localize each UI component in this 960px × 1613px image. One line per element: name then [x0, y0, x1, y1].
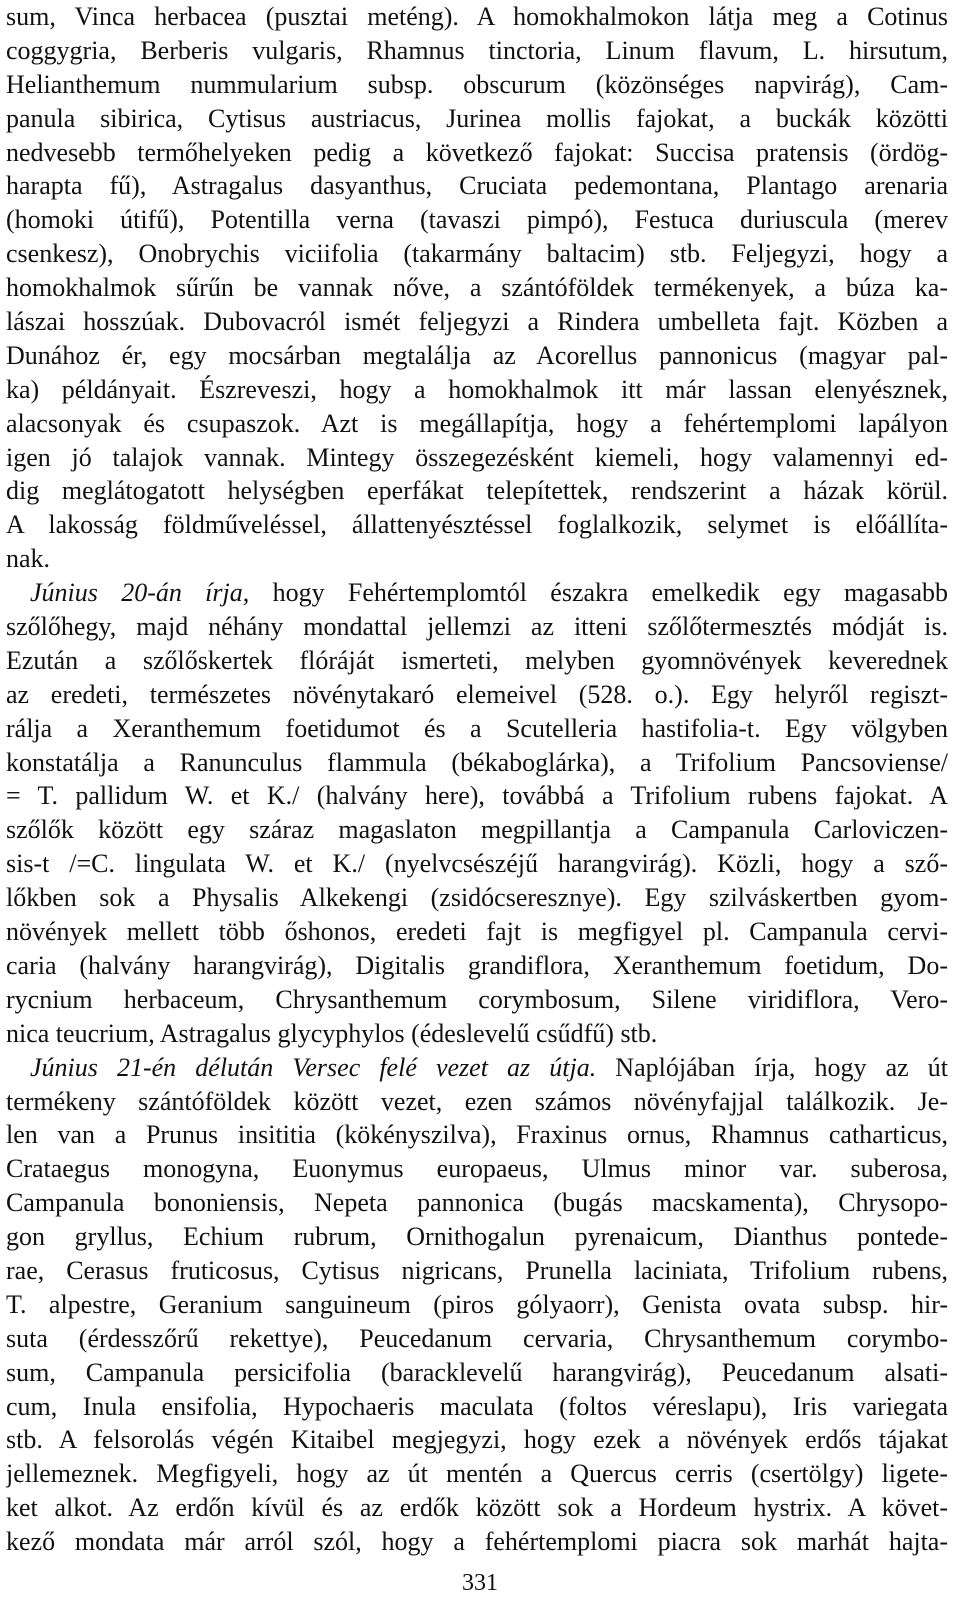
- text-line: [6, 339, 948, 373]
- text-line: [6, 542, 948, 576]
- text-line: [6, 1017, 948, 1051]
- body-text: [6, 0, 948, 1559]
- text-run: hogy Fehértemplomtól északra emelkedik egy magasabb: [249, 578, 948, 608]
- text-run: = T. pallidum W. et K./ (halvány here), továbbá a Trifolium rubens fajokat. A: [6, 781, 948, 811]
- text-run: panula sibirica, Cytisus austriacus, Jurinea mollis fajokat, a buckák közötti: [6, 103, 948, 133]
- text-run: nak.: [6, 544, 51, 574]
- text-line: [6, 1525, 948, 1559]
- text-line: [6, 1220, 948, 1254]
- text-run: növények mellett több őshonos, eredeti fajt is megfigyel pl. Campanula cervi-: [6, 917, 948, 947]
- text-run: len van a Prunus insititia (kökényszilva), Fraxinus ornus, Rhamnus catharticus,: [6, 1120, 948, 1150]
- text-run: ket alkot. Az erdőn kívül és az erdők között sok a Hordeum hystrix. A követ-: [6, 1493, 948, 1523]
- text-run: Dunához ér, egy mocsárban megtalálja az Acorellus pannonicus (magyar pal-: [6, 340, 948, 370]
- text-run: A lakosság földműveléssel, állattenyésztéssel foglalkozik, selymet is előállíta-: [6, 510, 948, 540]
- page-number: 331: [462, 1570, 498, 1596]
- text-line: [6, 881, 948, 915]
- text-run: caria (halvány harangvirág), Digitalis grandiflora, Xeranthemum foetidum, Do-: [6, 950, 948, 980]
- text-run: rálja a Xeranthemum foetidumot és a Scutelleria hastifolia-t. Egy völgyben: [6, 713, 948, 743]
- text-run: nedvesebb termőhelyeken pedig a következő fajokat: Succisa pratensis (ördög-: [6, 137, 948, 167]
- text-line: [6, 644, 948, 678]
- text-run: Ezután a szőlőskertek flóráját ismerteti, melyben gyomnövények keverednek: [6, 645, 948, 675]
- text-line: [6, 373, 948, 407]
- text-line: [6, 0, 948, 34]
- italic-date-phrase: Június 20-án írja,: [30, 578, 250, 608]
- text-line: [6, 1186, 948, 1220]
- text-line: [6, 1254, 948, 1288]
- text-run: stb. A felsorolás végén Kitaibel megjegyzi, hogy ezek a növények erdős tájakat: [6, 1425, 948, 1455]
- text-line: [6, 610, 948, 644]
- text-run: nica teucrium, Astragalus glycyphylos (édeslevelű csűdfű) stb.: [6, 1018, 658, 1048]
- text-run: ka) példányait. Észreveszi, hogy a homokhalmok itt már lassan elenyésznek,: [6, 374, 948, 404]
- text-line: [6, 1457, 948, 1491]
- text-line: [6, 136, 948, 170]
- text-line: [6, 271, 948, 305]
- text-run: lőkben sok a Physalis Alkekengi (zsidócseresznye). Egy szilváskertben gyom-: [6, 883, 948, 913]
- text-run: Helianthemum nummularium subsp. obscurum (közönséges napvirág), Cam-: [6, 69, 948, 99]
- text-line: [6, 678, 948, 712]
- text-line: [6, 169, 948, 203]
- text-run: lászai hosszúak. Dubovacról ismét feljegyzi a Rindera umbelleta fajt. Közben a: [6, 307, 948, 337]
- text-run: (homoki útifű), Potentilla verna (tavaszi pimpó), Festuca duriuscula (merev: [6, 205, 948, 235]
- italic-date-phrase: Június 21-én délután Versec felé vezet az útja.: [30, 1052, 597, 1082]
- text-run: rae, Cerasus fruticosus, Cytisus nigricans, Prunella laciniata, Trifolium rubens,: [6, 1255, 948, 1285]
- text-run: termékeny szántóföldek között vezet, ezen számos növényfajjal találkozik. Je-: [6, 1086, 948, 1116]
- text-line: [6, 68, 948, 102]
- text-line: [6, 407, 948, 441]
- text-line: [6, 813, 948, 847]
- text-line: [6, 779, 948, 813]
- text-run: Campanula bononiensis, Nepeta pannonica (bugás macskamenta), Chrysopo-: [6, 1188, 948, 1218]
- text-run: az eredeti, természetes növénytakaró elemeivel (528. o.). Egy helyről regiszt-: [6, 679, 948, 709]
- text-line: [6, 1118, 948, 1152]
- paragraph-first-line: [6, 1051, 948, 1085]
- text-run: igen jó talajok vannak. Mintegy összegezésként kiemeli, hogy valamennyi ed-: [6, 442, 948, 472]
- text-line: [6, 1423, 948, 1457]
- text-line: [6, 237, 948, 271]
- text-run: harapta fű), Astragalus dasyanthus, Cruciata pedemontana, Plantago arenaria: [6, 171, 948, 201]
- text-line: [6, 712, 948, 746]
- text-run: jellemeznek. Megfigyeli, hogy az út mentén a Quercus cerris (csertölgy) ligete-: [6, 1459, 948, 1489]
- text-line: [6, 305, 948, 339]
- text-line: [6, 1322, 948, 1356]
- paragraph-first-line: [6, 576, 948, 610]
- text-run: csenkesz), Onobrychis viciifolia (takarmány baltacim) stb. Feljegyzi, hogy a: [6, 239, 948, 269]
- text-line: [6, 1356, 948, 1390]
- text-line: [6, 1085, 948, 1119]
- text-line: [6, 847, 948, 881]
- text-run: homokhalmok sűrűn be vannak nőve, a szántóföldek termékenyek, a búza ka-: [6, 273, 948, 303]
- text-line: [6, 508, 948, 542]
- text-run: szőlőhegy, majd néhány mondattal jellemzi az itteni szőlőtermesztés módját is.: [6, 612, 948, 642]
- text-run: cum, Inula ensifolia, Hypochaeris maculata (foltos véreslapu), Iris variegata: [6, 1391, 948, 1421]
- text-run: Naplójában írja, hogy az út: [596, 1052, 948, 1082]
- text-line: [6, 203, 948, 237]
- text-run: kező mondata már arról szól, hogy a fehértemplomi piacra sok marhát hajta-: [6, 1527, 948, 1557]
- text-line: [6, 1288, 948, 1322]
- text-line: [6, 1152, 948, 1186]
- text-line: [6, 1491, 948, 1525]
- text-line: [6, 949, 948, 983]
- text-line: [6, 34, 948, 68]
- text-run: coggygria, Berberis vulgaris, Rhamnus tinctoria, Linum flavum, L. hirsutum,: [6, 35, 948, 65]
- text-run: alacsonyak és csupaszok. Azt is megállapítja, hogy a fehértemplomi lapályon: [6, 408, 948, 438]
- text-run: dig meglátogatott helységben eperfákat telepítettek, rendszerint a házak körül.: [6, 476, 948, 506]
- text-run: szőlők között egy száraz magaslaton megpillantja a Campanula Carloviczen-: [6, 815, 948, 845]
- text-run: sis-t /=C. lingulata W. et K./ (nyelvcsészéjű harangvirág). Közli, hogy a sző-: [6, 849, 948, 879]
- text-line: [6, 102, 948, 136]
- text-line: [6, 746, 948, 780]
- text-run: Crataegus monogyna, Euonymus europaeus, Ulmus minor var. suberosa,: [6, 1154, 948, 1184]
- text-run: sum, Campanula persicifolia (baracklevelű harangvirág), Peucedanum alsati-: [6, 1357, 948, 1387]
- text-line: [6, 1390, 948, 1424]
- text-run: suta (érdesszőrű rekettye), Peucedanum cervaria, Chrysanthemum corymbo-: [6, 1323, 948, 1353]
- text-run: gon gryllus, Echium rubrum, Ornithogalun pyrenaicum, Dianthus pontede-: [6, 1222, 948, 1252]
- text-run: rycnium herbaceum, Chrysanthemum corymbosum, Silene viridiflora, Vero-: [6, 984, 948, 1014]
- text-line: [6, 983, 948, 1017]
- text-run: konstatálja a Ranunculus flammula (békaboglárka), a Trifolium Pancsoviense/: [6, 747, 948, 777]
- text-run: T. alpestre, Geranium sanguineum (piros gólyaorr), Genista ovata subsp. hir-: [6, 1289, 948, 1319]
- text-line: [6, 474, 948, 508]
- text-line: [6, 915, 948, 949]
- text-run: sum, Vinca herbacea (pusztai meténg). A homokhalmokon látja meg a Cotinus: [6, 2, 948, 31]
- text-line: [6, 441, 948, 475]
